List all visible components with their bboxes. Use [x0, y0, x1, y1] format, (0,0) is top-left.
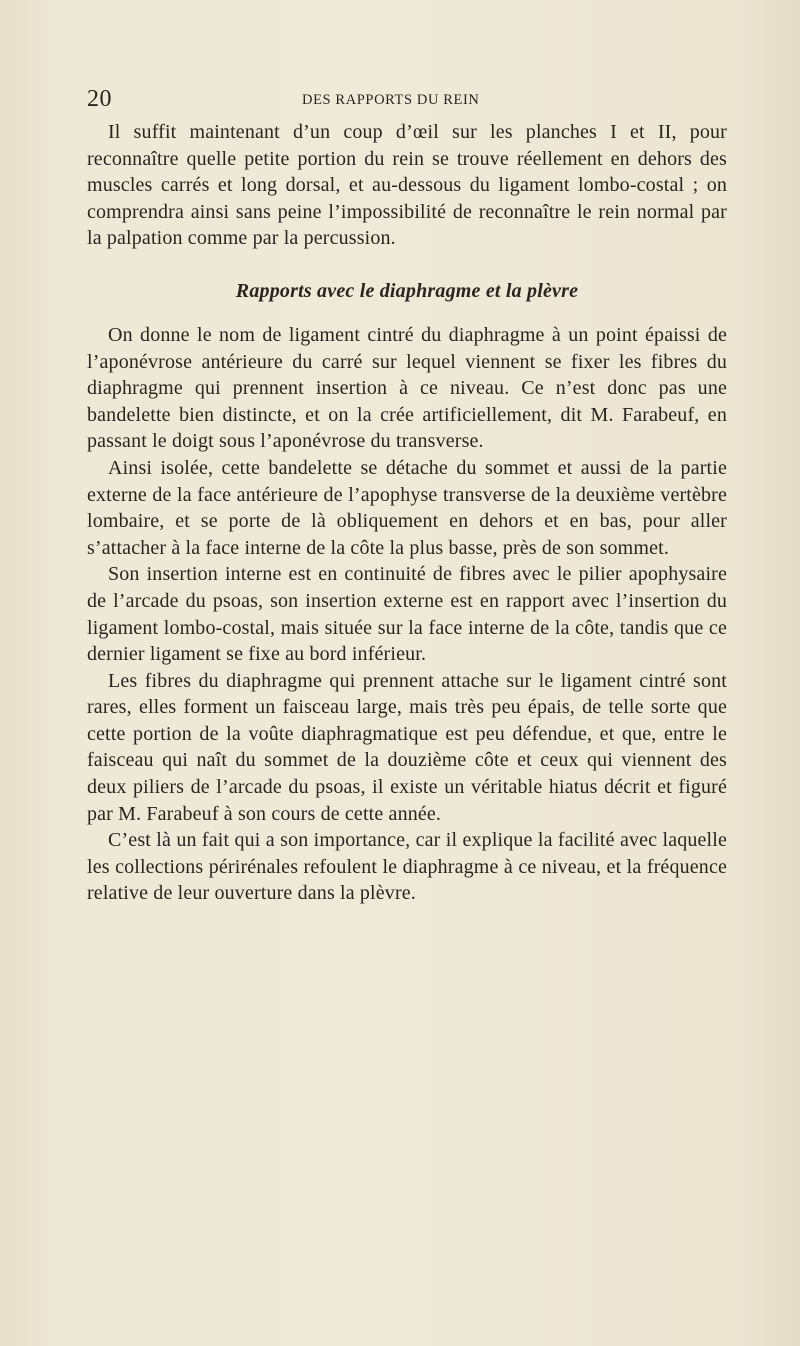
running-head: DES RAPPORTS DU REIN: [302, 92, 480, 108]
section-heading: Rapports avec le diaphragme et la plèvre: [235, 279, 579, 302]
paragraph-clinical-importance: C’est là un fait qui a son importance, car il explique la facilité avec laquelle les collections périrénales refoulent le diaphragme à ce niveau, et la fréquence relative de leur ouverture dans la plèvre.: [87, 829, 727, 905]
paragraph-diaphragm-fibres: Les fibres du diaphragme qui prennent attache sur le ligament cintré sont rares, elles forment un faisceau large, mais très peu épais, de telle sorte que cette portion de la voûte diaphragmatique est peu défendue, et que, entre le faisceau qui naît du sommet de la douzième côte et ceux qui viennent des deux piliers de l’arcade du psoas, il existe un véritable hiatus décrit et figuré par M. Farabeuf à son cours de cette année.: [87, 669, 727, 825]
body-text: [87, 119, 727, 907]
page-header: [87, 86, 727, 120]
intro-paragraph: Il suffit maintenant d’un coup d’œil sur les planches I et II, pour reconnaître quelle petite portion du rein se trouve réellement en dehors des muscles carrés et long dorsal, et au-dessous du ligament lombo-costal ; on comprendra ainsi sans peine l’impossibilité de reconnaître le rein normal par la palpation comme par la percussion.: [87, 121, 727, 250]
paragraph-insertions: Son insertion interne est en continuité de fibres avec le pilier apophysaire de l’arcade du psoas, son insertion externe est en rapport avec l’insertion du ligament lombo-costal, mais située sur la face interne de la côte, tandis que ce dernier ligament se fixe au bord inférieur.: [87, 563, 727, 666]
paragraph-bandelette-course: Ainsi isolée, cette bandelette se détache du sommet et aussi de la partie externe de la face antérieure de l’apophyse transverse de la deuxième vertèbre lombaire, et se porte de là obliquement en dehors et en bas, pour aller s’attacher à la face interne de la côte la plus basse, près de son sommet.: [87, 456, 727, 559]
paragraph-ligament-definition: On donne le nom de ligament cintré du diaphragme à un point épaissi de l’aponévrose antérieure du carré sur lequel viennent se fixer les fibres du diaphragme qui prennent insertion à ce niveau. Ce n’est donc pas une bandelette bien distincte, et on la crée artificiellement, dit M. Farabeuf, en passant le doigt sous l’aponévrose du transverse.: [87, 323, 727, 453]
page-number: 20: [87, 86, 112, 112]
